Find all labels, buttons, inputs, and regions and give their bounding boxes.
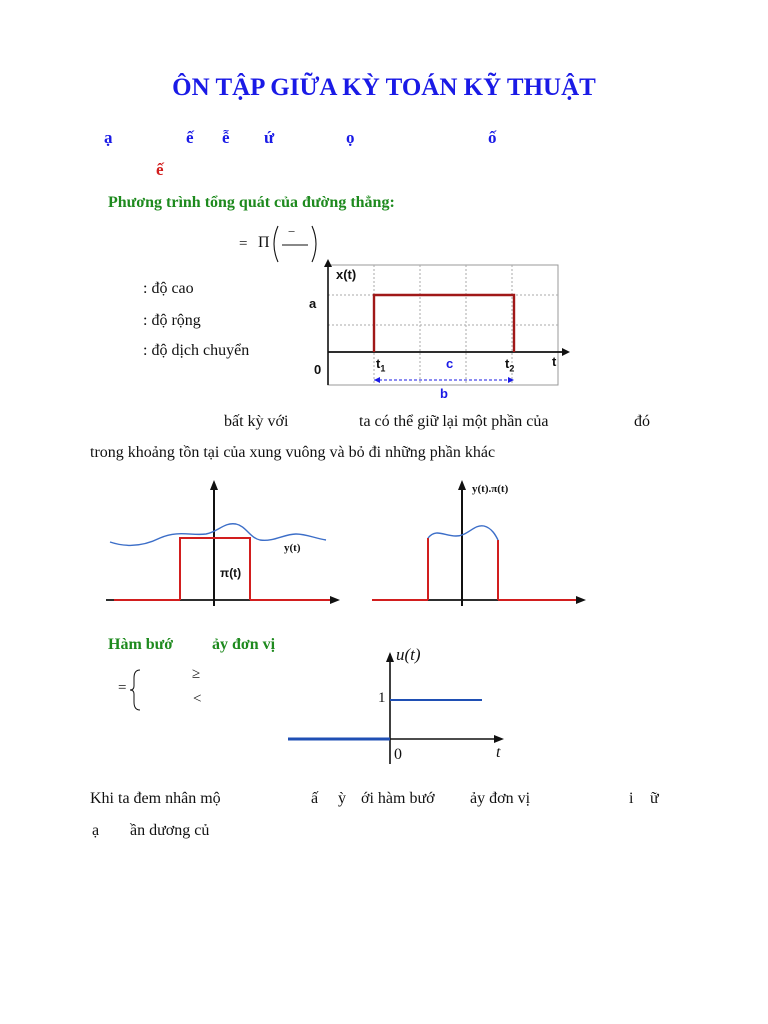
param-shift: : độ dịch chuyển (143, 342, 250, 359)
formula-pi: Π (258, 234, 270, 251)
param-height: : độ cao (143, 280, 194, 297)
fig1-y-axis-label: x(t) (336, 267, 357, 282)
fig1-width-label: b (440, 386, 448, 401)
piecewise-geq: ≥ (192, 666, 201, 682)
fig2-pulse-label: π(t) (220, 566, 242, 580)
fig1-height-label: a (309, 296, 317, 311)
intro-fragment-1: ạ (104, 128, 113, 147)
paragraph2-fragment-i: ần dương củ (130, 822, 210, 839)
intro-fragment-4: ứ (264, 128, 275, 147)
fig1-center-label: c (446, 356, 454, 371)
paragraph2-fragment-b: ấ (311, 790, 319, 807)
fig4-x-axis-label: t (496, 744, 501, 761)
piecewise-equals: = (118, 680, 127, 696)
paragraph2-fragment-d: ới hàm bướ (361, 790, 435, 807)
fig4-level-label: 1 (378, 690, 386, 706)
fig1-origin-label: 0 (314, 362, 322, 377)
paragraph2-fragment-h: ạ (92, 822, 100, 839)
paragraph1-fragment-b: ta có thể giữ lại một phần của (359, 413, 549, 430)
paragraph2-fragment-f: i (629, 790, 634, 807)
fig2-signal-label: y(t) (284, 542, 301, 554)
intro-fragment-5: ọ (346, 128, 355, 147)
paragraph2-fragment-e: ảy đơn vị (470, 790, 531, 807)
piecewise-brace (128, 668, 144, 712)
fig1-t1-label: $t_1$ (376, 356, 386, 374)
figure-signal-and-pulse (100, 478, 350, 613)
intro-fragment-3: ễ (222, 128, 230, 147)
section-heading-unit-step-a: Hàm bướ (108, 636, 174, 653)
paragraph2-fragment-c: ỳ (338, 790, 346, 807)
figure-product-signal (366, 478, 596, 613)
paragraph1-line2: trong khoảng tồn tại của xung vuông và bỏ đi những phần khác (90, 444, 496, 461)
section-heading-unit-step-b: ảy đơn vị (212, 636, 276, 653)
section-heading-line-equation: Phương trình tổng quát của đường thẳng: (108, 194, 395, 211)
intro-fragment-6: ố (488, 128, 497, 147)
formula-minus: − (288, 224, 296, 239)
param-width: : độ rộng (143, 312, 201, 329)
paragraph2-fragment-a: Khi ta đem nhân mộ (90, 790, 221, 807)
fig1-x-axis-label: t (552, 354, 557, 369)
paragraph1-fragment-a: bất kỳ với (224, 413, 289, 430)
intro-red-fragment: ế (156, 160, 164, 179)
piecewise-lt: < (193, 691, 202, 707)
fig3-product-label: y(t).π(t) (472, 483, 509, 495)
intro-fragment-2: ế (186, 128, 194, 147)
paragraph2-fragment-g: ữ (650, 790, 659, 807)
paragraph1-fragment-c: đó (634, 413, 650, 430)
page-title: ÔN TẬP GIỮA KỲ TOÁN KỸ THUẬT (172, 74, 596, 101)
formula-equals: = (239, 236, 248, 252)
fig4-y-axis-label: u(t) (396, 645, 421, 664)
fig4-origin-label: 0 (394, 746, 402, 763)
fig1-t2-label: $t_2$ (505, 356, 515, 374)
